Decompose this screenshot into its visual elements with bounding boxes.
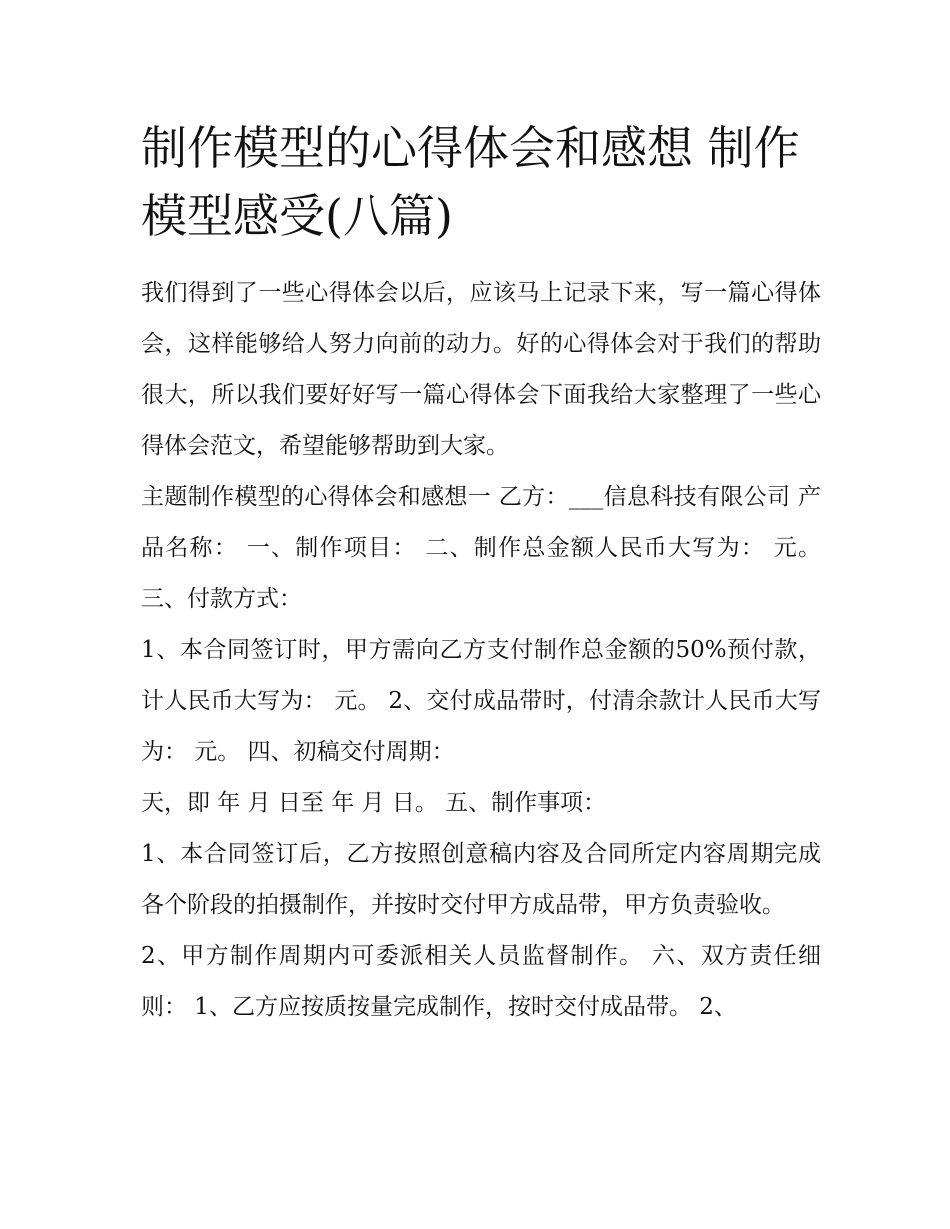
document-title: 制作模型的心得体会和感想 制作模型感受(八篇) (141, 121, 800, 243)
paragraph-production-items: 1、本合同签订后，乙方按照创意稿内容及合同所定内容周期完成各个阶段的拍摄制作，并按时交付甲方成品带，甲方负责验收。 (141, 841, 821, 918)
paragraph-responsibilities: 2、甲方制作周期内可委派相关人员监督制作。 六、双方责任细则： 1、乙方应按质按量完成制作，按时交付成品带。 2、 (141, 943, 821, 1020)
document-body (141, 114, 821, 1033)
paragraph-intro: 我们得到了一些心得体会以后，应该马上记录下来，写一篇心得体会，这样能够给人努力向前的动力。好的心得体会对于我们的帮助很大，所以我们要好好写一篇心得体会下面我给大家整理了一些心得体会范文，希望能够帮助到大家。 (141, 280, 821, 459)
paragraph-payment-terms: 1、本合同签订时，甲方需向乙方支付制作总金额的50%预付款，计人民币大写为： 元。 2、交付成品带时，付清余款计人民币大写为： 元。 四、初稿交付周期： (141, 637, 821, 765)
paragraph-contract-header: 主题制作模型的心得体会和感想一 乙方：___信息科技有限公司 产品名称： 一、制作项目： 二、制作总金额人民币大写为： 元。 三、付款方式： (141, 484, 821, 612)
paragraph-delivery-period: 天，即 年 月 日至 年 月 日。 五、制作事项： (141, 790, 607, 816)
